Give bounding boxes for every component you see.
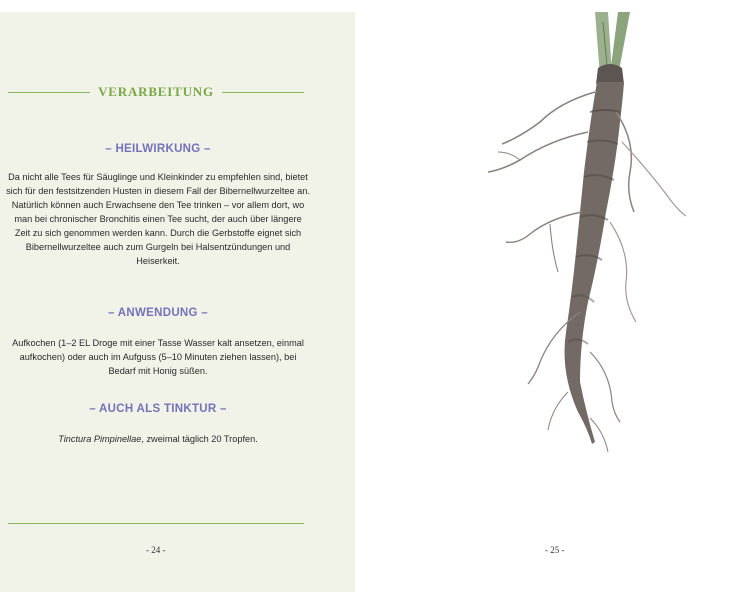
page-number-left: - 24 -	[146, 545, 166, 555]
tinktur-dosage: , zweimal täglich 20 Tropfen.	[141, 434, 258, 444]
heading-heilwirkung: – HEILWIRKUNG –	[105, 143, 211, 155]
chapter-header	[8, 82, 304, 102]
body-heilwirkung: Da nicht alle Tees für Säuglinge und Kleinkinder zu empfehlen sind, bietet sich für den festsitzenden Husten in diesem Fall der Bibernellwurzeltee an. Natürlich können auch Erwachsene den Tee trinken – vor allem dort, wo man bei chronischer Bronchitis einen Tee sucht, der auch über längere Zeit zu sich genommen werden kann. Durch die Gerbstoffe eignet sich Bibernellwurzeltee auch zum Gurgeln bei Halsentzündungen und Heiserkeit.	[6, 172, 310, 266]
page-number-right: - 25 -	[545, 545, 565, 555]
body-tinktur	[6, 432, 310, 446]
chapter-title: VERARBEITUNG	[98, 84, 214, 99]
bibernell-root-illustration	[440, 12, 690, 457]
chapter-rule-right	[222, 92, 304, 93]
tinktur-latin-name: Tinctura Pimpinellae	[58, 434, 142, 444]
heading-tinktur: – AUCH ALS TINKTUR –	[89, 403, 227, 415]
bottom-rule	[8, 523, 304, 524]
heading-anwendung: – ANWENDUNG –	[108, 307, 208, 319]
body-anwendung: Aufkochen (1–2 EL Droge mit einer Tasse Wasser kalt ansetzen, einmal aufkochen) oder auch im Aufguss (5–10 Minuten ziehen lassen), bei Bedarf mit Honig süßen.	[12, 338, 304, 376]
chapter-rule-left	[8, 92, 90, 93]
